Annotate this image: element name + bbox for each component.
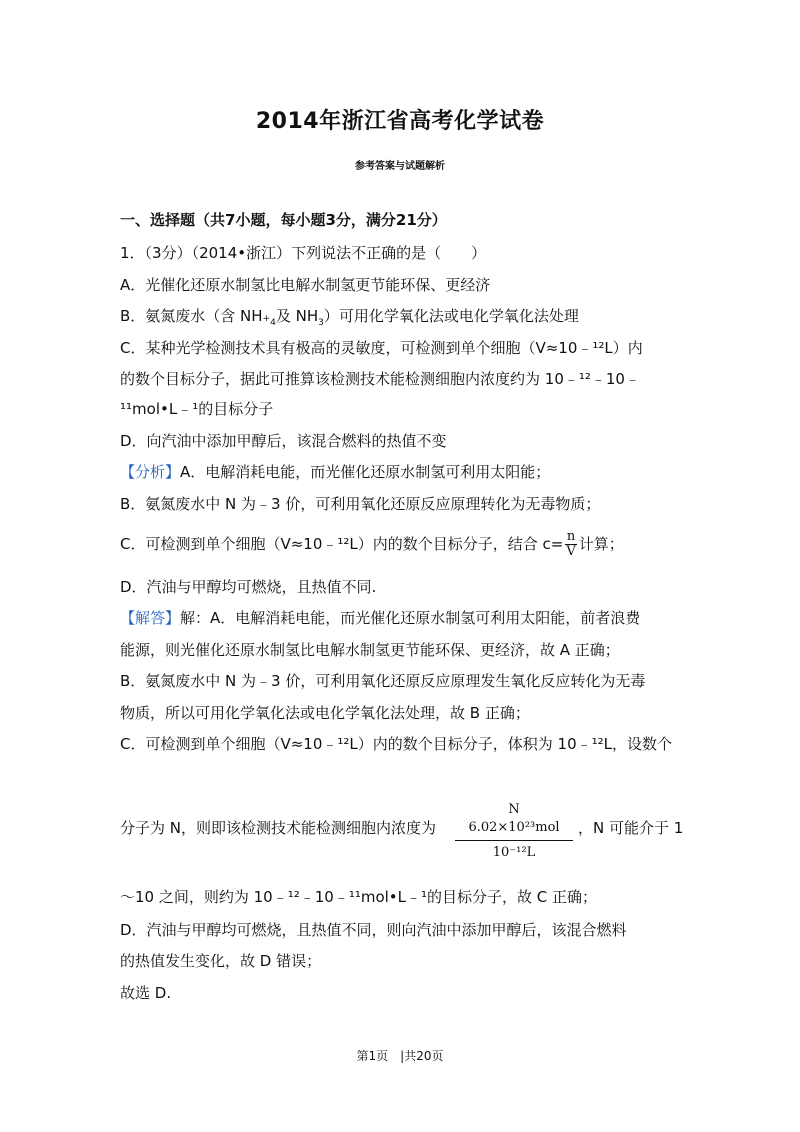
solution-line7: ～10 之间，则约为 10﹣¹²﹣10﹣¹¹mol•L﹣¹的目标分子，故 C 正确； [120, 888, 598, 906]
analysis-d: D．汽油与甲醇均可燃烧，且热值不同. [120, 578, 377, 596]
solution-line1-text: 解：A．电解消耗电能，而光催化还原水制氢可利用太阳能，前者浪费 [180, 609, 641, 627]
solution-line5: C．可检测到单个细胞（V≈10﹣¹²L）内的数个目标分子，体积为 10﹣¹²L，设数个 [120, 735, 673, 753]
analysis-a-text: A．电解消耗电能，而光催化还原水制氢可利用太阳能； [180, 463, 551, 481]
section-heading: 一、选择题（共7小题，每小题3分，满分21分） [120, 211, 447, 229]
analysis-b: B．氨氮废水中 N 为﹣3 价，可利用氧化还原反应原理转化为无毒物质； [120, 495, 601, 513]
option-b-sup: + [262, 314, 271, 324]
analysis-a [120, 462, 685, 482]
option-a: A．光催化还原水制氢比电解水制氢更节能环保、更经济 [120, 276, 491, 294]
option-b-sub4-text: 4 [270, 318, 276, 328]
concentration-fraction-bottom: 10⁻¹²L [492, 845, 536, 860]
page-title: 2014年浙江省高考化学试卷 [255, 109, 545, 134]
option-d: D．向汽油中添加甲醇后，该混合燃料的热值不变 [120, 432, 447, 450]
option-b-pre: B．氨氮废水（含 NH [120, 307, 263, 325]
page-subtitle: 参考答案与试题解析 [355, 161, 445, 172]
concentration-fraction-middle: 6.02×10²³mol [455, 820, 573, 841]
analysis-c-post: 计算； [578, 535, 624, 553]
option-c-line2: 的数个目标分子，据此可推算该检测技术能检测细胞内浓度约为 10﹣¹²﹣10﹣ [120, 370, 640, 388]
solution-line6-post: ，N 可能介于 1 [578, 819, 684, 837]
c-formula-denominator: V [566, 544, 576, 559]
page-footer: 第1页 |共20页 [356, 1049, 444, 1063]
solution-line9: 的热值发生变化，故 D 错误； [120, 952, 322, 970]
c-formula-fraction [565, 530, 576, 559]
solution-line10: 故选 D. [120, 984, 172, 1002]
analysis-c [120, 530, 685, 559]
option-b-mid: 及 NH [275, 307, 319, 325]
option-c-line3: ¹¹mol•L﹣¹的目标分子 [120, 400, 274, 418]
solution-tag: 【解答】 [120, 609, 181, 627]
concentration-fraction-top: N [508, 802, 520, 817]
question-stem: 1．（3分）（2014•浙江）下列说法不正确的是（ ） [120, 244, 487, 262]
solution-line4: 物质，所以可用化学氧化法或电化学氧化法处理，故 B 正确； [120, 704, 530, 722]
solution-line1 [120, 608, 685, 628]
option-c-line1: C．某种光学检测技术具有极高的灵敏度，可检测到单个细胞（V≈10﹣¹²L）内 [120, 339, 643, 357]
option-b-sub4 [262, 314, 276, 328]
analysis-c-pre: C．可检测到单个细胞（V≈10﹣¹²L）内的数个目标分子，结合 c= [120, 535, 564, 553]
option-b [120, 306, 685, 333]
solution-line8: D．汽油与甲醇均可燃烧，且热值不同，则向汽油中添加甲醇后，该混合燃料 [120, 921, 627, 939]
option-b-sub3: 3 [318, 318, 324, 328]
solution-line3: B．氨氮废水中 N 为﹣3 价，可利用氧化还原反应原理发生氧化反应转化为无毒 [120, 672, 646, 690]
concentration-fraction [455, 802, 573, 863]
c-formula-numerator: n [566, 529, 576, 544]
analysis-tag: 【分析】 [120, 463, 181, 481]
solution-line6-pre: 分子为 N，则即该检测技术能检测细胞内浓度为 [120, 819, 436, 837]
solution-line2: 能源，则光催化还原水制氢比电解水制氢更节能环保、更经济，故 A 正确； [120, 641, 620, 659]
option-b-post: ）可用化学氧化法或电化学氧化法处理 [323, 307, 579, 325]
